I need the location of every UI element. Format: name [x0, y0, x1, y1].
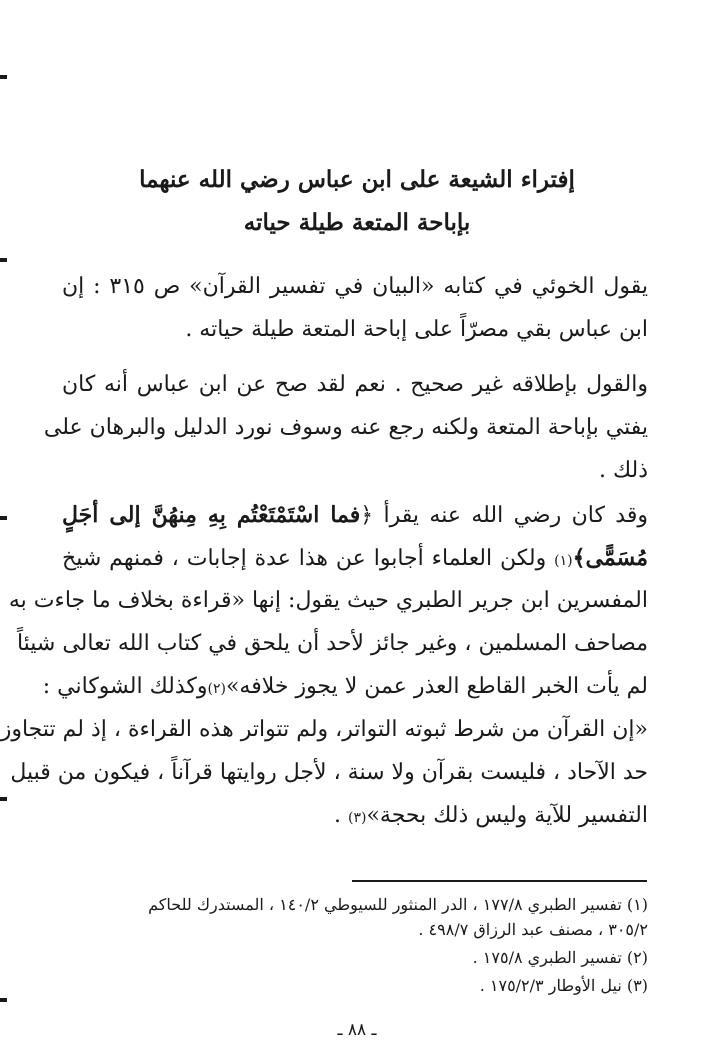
paragraph-line: [62, 543, 648, 576]
footnote-divider: [352, 880, 647, 882]
line-text: وقد كان رضي الله عنه يقرأ ﴿: [360, 503, 648, 528]
paragraph-line: مصاحف المسلمين ، وغير جائز لأحد أن يلحق في كتاب الله تعالى شيئاً: [16, 631, 648, 656]
quran-verse: مُسَمًّى﴾: [572, 545, 648, 571]
paragraph-line: ذلك .: [598, 458, 648, 483]
paragraph-line: يقول الخوئي في كتابه «البيان في تفسير القرآن» ص ٣١٥ : إن: [62, 274, 648, 299]
quran-verse: فما اسْتَمْتَعْتُم بِهِ مِنهُنَّ إلى أجَلٍ: [62, 502, 361, 528]
paragraph-line: والقول بإطلاقه غير صحيح . نعم لقد صح عن ابن عباس أنه كان: [62, 372, 648, 397]
page-number: ـ ٨٨ ـ: [337, 1020, 377, 1040]
footnote-ref: (٢): [207, 681, 226, 697]
footnote: (٣) نيل الأوطار ١٧٥/٢/٣ .: [479, 976, 648, 995]
line-text: ولكن العلماء أجابوا عن هذا عدة إجابات ، فمنهم شيخ: [62, 546, 555, 571]
line-text: التفسير للآية وليس ذلك بحجة»: [366, 803, 648, 828]
line-text: لم يأت الخبر القاطع العذر عمن لا يجوز خلافه»: [225, 674, 648, 699]
footnote: (١) تفسير الطبري ١٧٧/٨ ، الدر المنثور للسيوطي ١٤٠/٢ ، المستدرك للحاكم: [148, 895, 648, 914]
footnote: (٢) تفسير الطبري ١٧٥/٨ .: [472, 948, 648, 967]
footnote-ref: (١): [554, 553, 573, 569]
chapter-title: إفتراء الشيعة على ابن عباس رضي الله عنهما: [139, 166, 575, 193]
chapter-subtitle: بإباحة المتعة طيلة حياته: [243, 209, 471, 236]
paragraph-line: «إن القرآن من شرط ثبوته التواتر، ولم تتواتر هذه القراءة ، إذ لم تتجاوز: [0, 717, 648, 742]
paragraph-line: يفتي بإباحة المتعة ولكنه رجع عنه وسوف نورد الدليل والبرهان على: [43, 415, 648, 440]
paragraph-line: المفسرين ابن جرير الطبري حيث يقول: إنها «قراءة بخلاف ما جاءت به: [8, 588, 648, 613]
paragraph-line: ابن عباس بقي مصرّاً على إباحة المتعة طيلة حياته .: [185, 317, 648, 342]
paragraph-line: حد الآحاد ، فليست بقرآن ولا سنة ، لأجل روايتها قرآناً ، فيكون من قبيل: [10, 760, 648, 785]
footnote-ref: (٣): [347, 810, 367, 826]
paragraph-line: [62, 500, 648, 531]
line-text: .: [333, 803, 348, 828]
paragraph-line: [42, 672, 648, 704]
line-text: وكذلك الشوكاني :: [42, 674, 208, 699]
paragraph-line: [62, 801, 648, 833]
footnote: ٣٠٥/٢ ، مصنف عبد الرزاق ٤٩٨/٧ .: [418, 920, 648, 939]
